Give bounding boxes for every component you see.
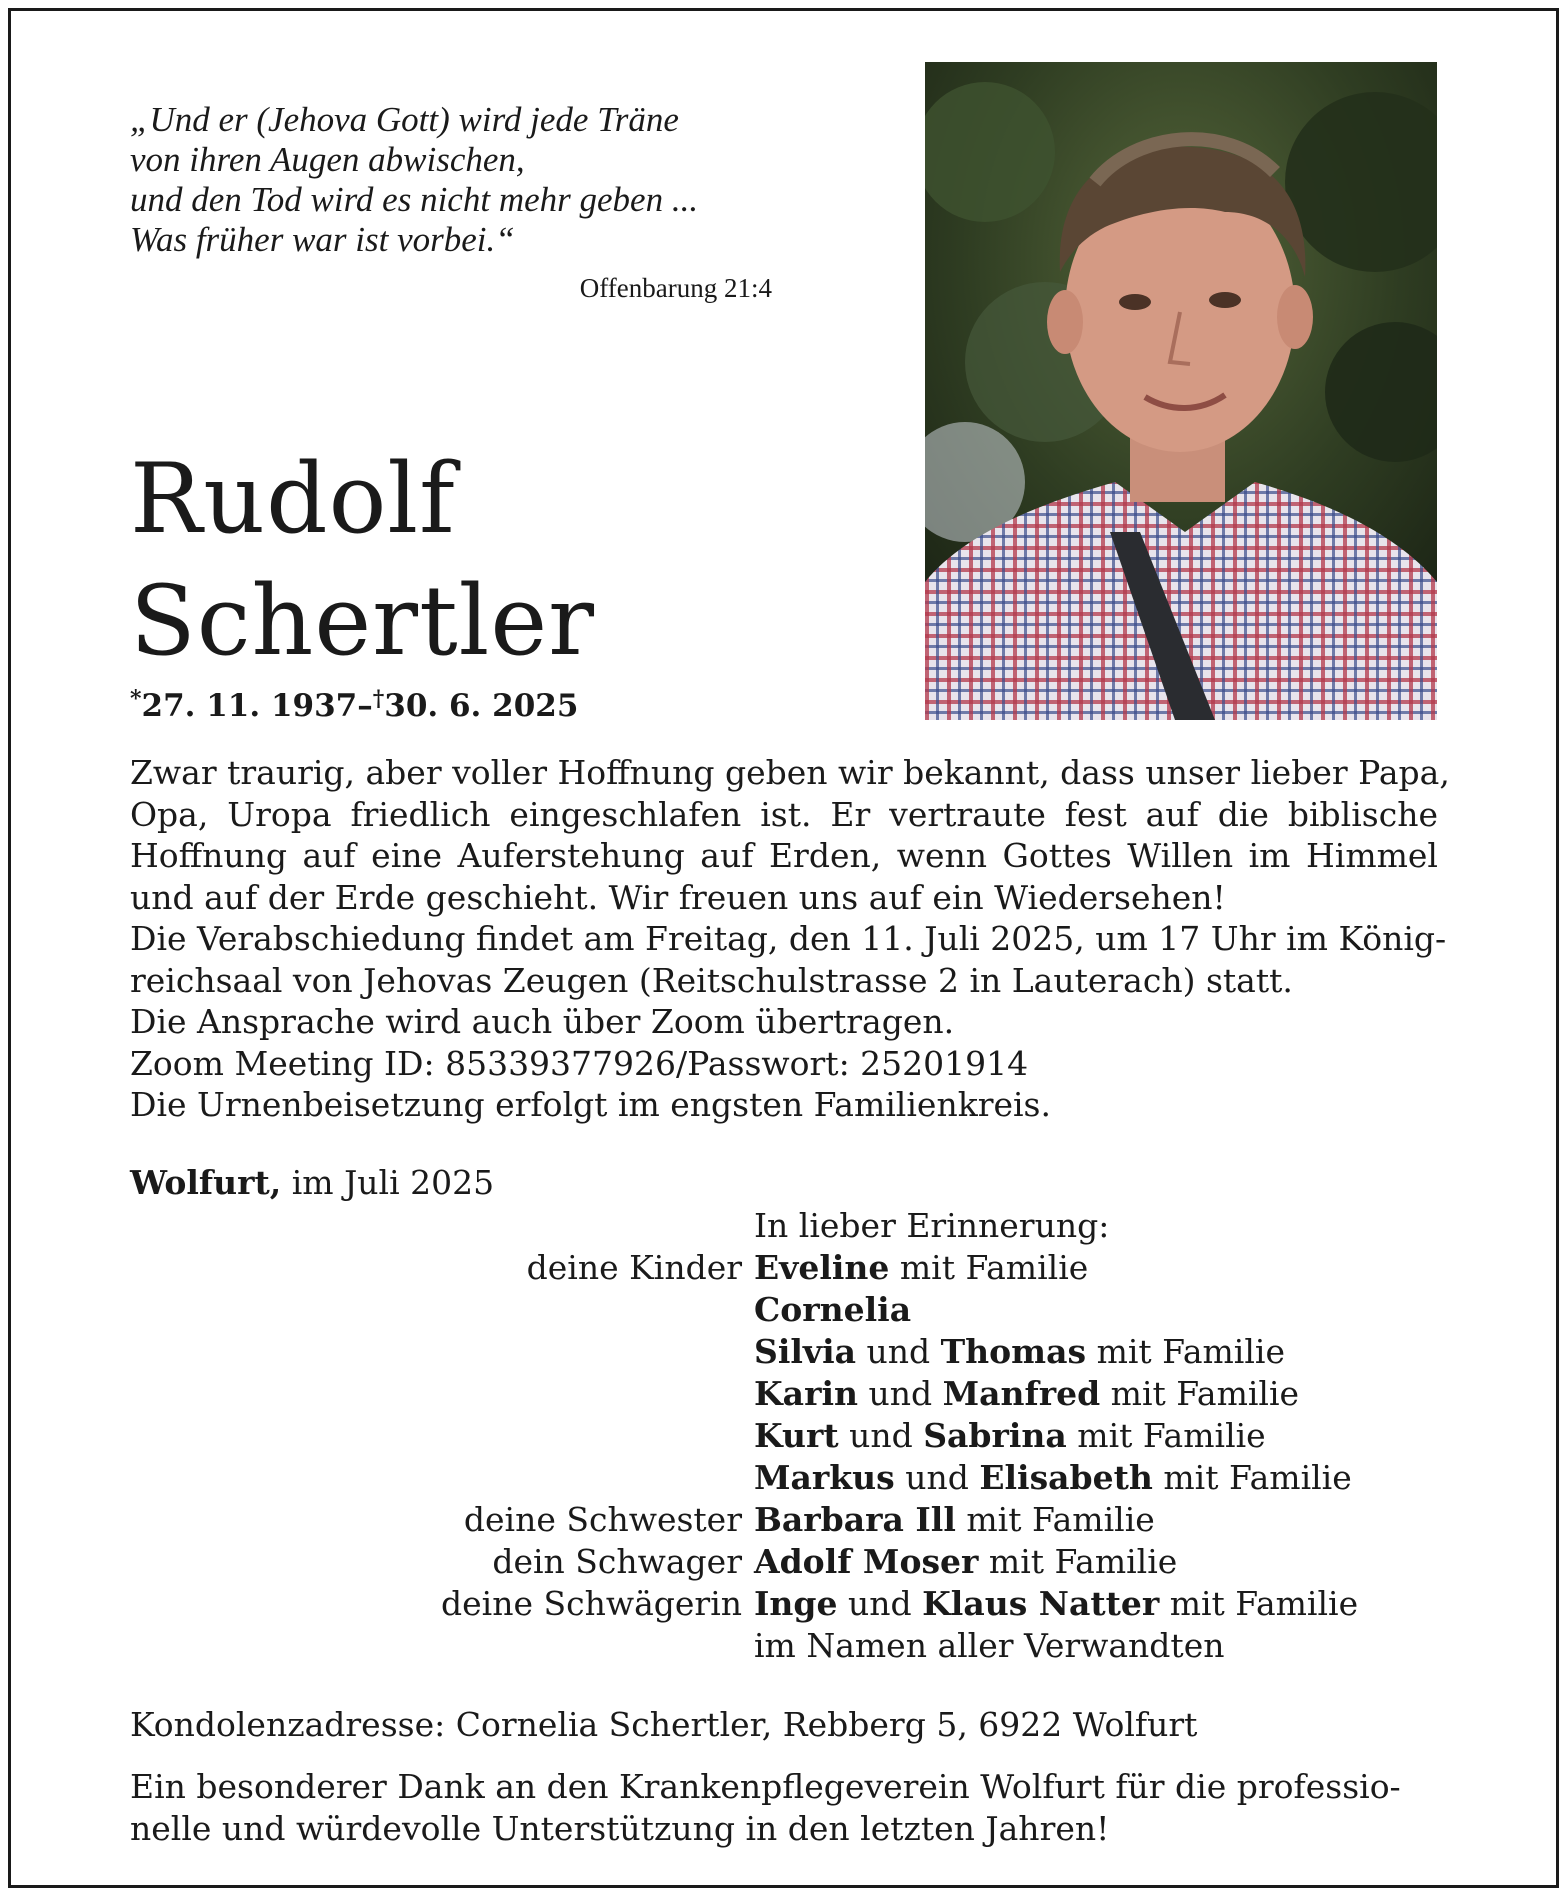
family-connector: mit Familie [889, 1248, 1089, 1287]
family-members [754, 1331, 1285, 1373]
text-line: Zoom Meeting ID: 85339377926/Passwort: 25201914 [130, 1043, 1029, 1083]
bible-verse [130, 100, 780, 260]
family-row [0, 1625, 1567, 1667]
family-member-name: Manfred [942, 1374, 1101, 1413]
deceased-name [130, 438, 595, 682]
text-line: Zwar traurig, aber voller Hoffnung geben wir bekannt, dass unser lieber Papa, [130, 753, 1450, 792]
text-line: Opa, Uropa friedlich eingeschlafen ist. Er vertraute fest auf die biblische [130, 794, 1438, 834]
family-members [754, 1373, 1299, 1415]
family-member-name: Elisabeth [979, 1458, 1153, 1497]
family-row [0, 1331, 1567, 1373]
family-member-name: Barbara Ill [754, 1500, 956, 1539]
family-row [0, 1541, 1567, 1583]
family-member-name: Karin [754, 1374, 858, 1413]
family-role: dein Schwager [492, 1542, 742, 1581]
family-connector: im Namen aller Verwandten [754, 1626, 1225, 1665]
family-member-name: Cornelia [754, 1290, 912, 1329]
birth-date: 27. 11. 1937 [141, 688, 358, 724]
thanks-line: Ein besonderer Dank an den Krankenpflegeverein Wolfurt für die professio- [130, 1767, 1401, 1806]
family-role: deine Schwester [463, 1500, 742, 1539]
family-row [0, 1457, 1567, 1499]
first-name: Rudolf [130, 443, 456, 555]
family-role: deine Kinder [526, 1248, 742, 1287]
family-members [754, 1415, 1266, 1457]
portrait-photo [925, 62, 1437, 720]
family-members [754, 1289, 911, 1331]
verse-line: von ihren Augen abwischen, [130, 140, 525, 179]
family-members [754, 1457, 1352, 1499]
thanks-text [130, 1766, 1438, 1849]
family-connector: und [838, 1416, 924, 1455]
family-member-name: Eveline [754, 1248, 890, 1287]
place-town: Wolfurt, [130, 1163, 282, 1202]
family-connector: mit Familie [1066, 1416, 1266, 1455]
verse-line: „Und er (Jehova Gott) wird jede Träne [130, 100, 679, 139]
family-connector: und [837, 1584, 923, 1623]
family-connector: mit Familie [978, 1542, 1178, 1581]
place-date [130, 1163, 494, 1202]
portrait-photo-icon [925, 62, 1437, 720]
family-connector: mit Familie [1100, 1374, 1300, 1413]
family-members [754, 1583, 1358, 1625]
text-line: Die Urnenbeisetzung erfolgt im engsten Familienkreis. [130, 1085, 1051, 1124]
date-separator: – [357, 688, 373, 724]
family-header: In lieber Erinnerung: [754, 1206, 1110, 1245]
family-connector: und [894, 1458, 980, 1497]
family-role: deine Schwägerin [441, 1584, 742, 1623]
family-connector: mit Familie [1152, 1458, 1352, 1497]
family-member-name: Sabrina [923, 1416, 1067, 1455]
family-member-name: Inge [754, 1584, 838, 1623]
family-row [0, 1415, 1567, 1457]
verse-reference: Offenbarung 21:4 [579, 273, 772, 303]
family-row [0, 1583, 1567, 1625]
text-line: Hoffnung auf eine Auferstehung auf Erden, wenn Gottes Willen im Himmel [130, 836, 1438, 875]
family-row [0, 1373, 1567, 1415]
announcement-text [130, 752, 1450, 1126]
last-name: Schertler [130, 565, 596, 677]
family-row [0, 1499, 1567, 1541]
family-row [0, 1289, 1567, 1331]
text-line: und auf der Erde geschieht. Wir freuen uns auf ein Wiedersehen! [130, 877, 1226, 917]
family-member-name: Thomas [940, 1332, 1087, 1371]
family-connector: mit Familie [1086, 1332, 1285, 1371]
family-members [754, 1247, 1088, 1289]
text-line: Die Ansprache wird auch über Zoom übertragen. [130, 1002, 955, 1041]
family-member-name: Kurt [754, 1416, 839, 1455]
family-row [0, 1247, 1567, 1289]
family-members [754, 1499, 1155, 1541]
family-list [0, 1205, 1567, 1667]
family-connector: mit Familie [1159, 1584, 1359, 1623]
birth-symbol: * [130, 686, 142, 712]
family-connector: und [856, 1332, 941, 1371]
family-members [754, 1625, 1224, 1667]
condolence-address: Kondolenzadresse: Cornelia Schertler, Rebberg 5, 6922 Wolfurt [130, 1705, 1198, 1744]
family-member-name: Markus [754, 1458, 895, 1497]
thanks-line: nelle und würdevolle Unterstützung in den letzten Jahren! [130, 1808, 1110, 1848]
text-line: Die Verabschiedung findet am Freitag, den 11. Juli 2025, um 17 Uhr im König- [130, 919, 1447, 958]
death-date: 30. 6. 2025 [384, 688, 579, 724]
death-symbol: † [372, 686, 385, 712]
family-members [754, 1541, 1177, 1583]
family-connector: und [857, 1374, 943, 1413]
family-member-name: Adolf Moser [754, 1542, 979, 1581]
family-member-name: Silvia [754, 1332, 856, 1371]
verse-line: Was früher war ist vorbei.“ [130, 220, 515, 259]
family-member-name: Klaus Natter [922, 1584, 1160, 1623]
family-connector: mit Familie [955, 1500, 1155, 1539]
place-month: im Juli 2025 [291, 1163, 495, 1202]
family-header-row [0, 1205, 1567, 1247]
life-dates [130, 688, 578, 724]
text-line: reichsaal von Jehovas Zeugen (Reitschulstrasse 2 in Lauterach) statt. [130, 960, 1293, 1000]
verse-line: und den Tod wird es nicht mehr geben ... [130, 180, 699, 219]
